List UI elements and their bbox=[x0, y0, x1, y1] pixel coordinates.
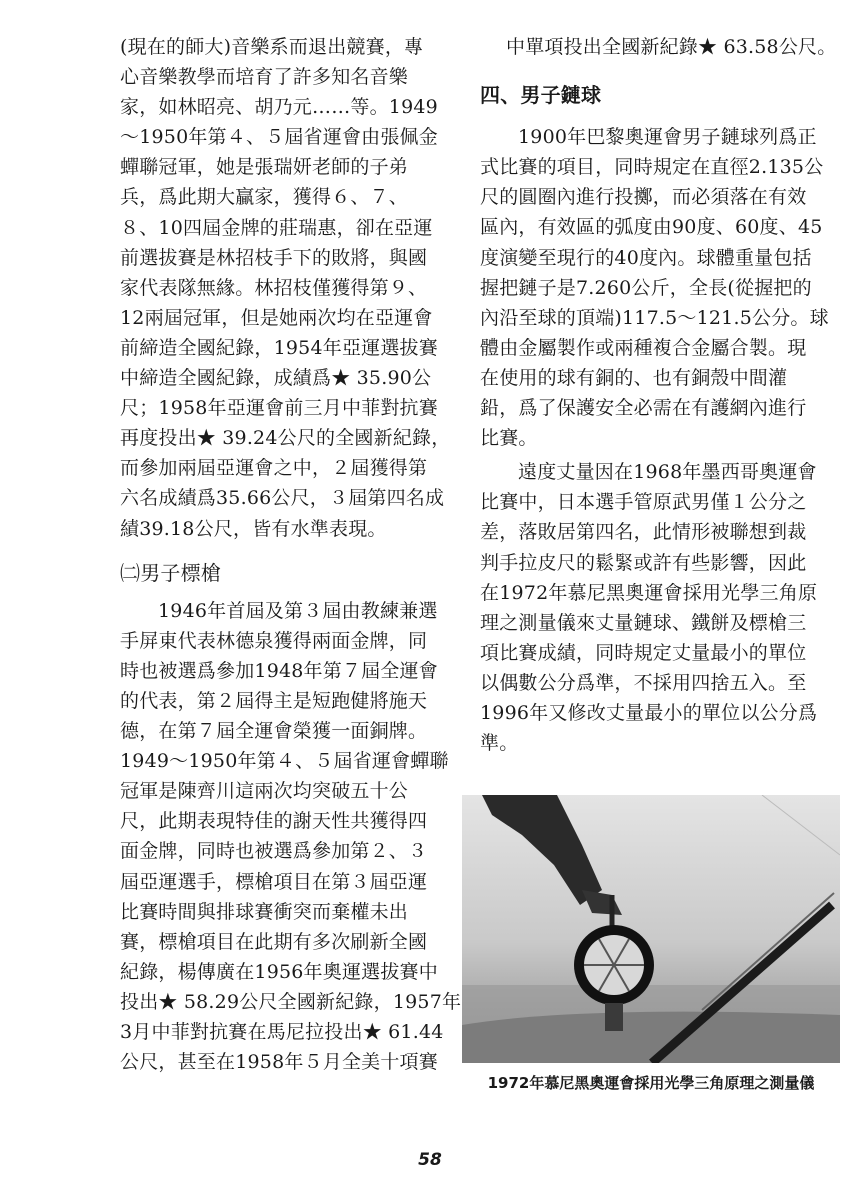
text-line: 而參加兩屆亞運會之中，２屆獲得第 bbox=[120, 457, 428, 480]
photo-illustration bbox=[462, 795, 840, 1063]
text-line: ８、10四屆金牌的莊瑞惠，卻在亞運 bbox=[120, 216, 433, 239]
text-line: 前選拔賽是林招枝手下的敗將，與國 bbox=[120, 246, 428, 269]
text-line: 前締造全國紀錄，1954年亞運選拔賽 bbox=[120, 336, 438, 359]
text-line: 比賽時間與排球賽衝突而棄權未出 bbox=[120, 900, 409, 923]
text-line: 握把鏈子是7.260公斤，全長(從握把的 bbox=[480, 276, 812, 299]
right-paragraph-1 bbox=[480, 122, 829, 453]
spacer bbox=[120, 588, 436, 596]
spacer bbox=[480, 62, 816, 80]
text-line: 內沿至球的頂端)117.5～121.5公分。球 bbox=[480, 306, 829, 329]
text-line: 面金牌，同時也被選爲參加第２、３ bbox=[120, 840, 428, 863]
text-line: 準。 bbox=[480, 732, 519, 755]
text-line: 六名成績爲35.66公尺，３屆第四名成 bbox=[120, 487, 445, 510]
text-line: 績39.18公尺，皆有水準表現。 bbox=[120, 517, 387, 540]
text-line: 在使用的球有銅的、也有銅殼中間灌 bbox=[480, 366, 788, 389]
text-line: 兵，爲此期大贏家，獲得６、７、 bbox=[120, 186, 409, 209]
section-subheading-javelin: ㈡男子標槍 bbox=[120, 560, 221, 585]
text-line: 鉛，爲了保護安全必需在有護網內進行 bbox=[480, 397, 807, 420]
text-line: 1946年首屆及第３屆由教練兼選 bbox=[158, 599, 438, 622]
text-line: 冠軍是陳齊川這兩次均突破五十公 bbox=[120, 780, 409, 803]
text-line: 紀錄，楊傳廣在1956年奧運選拔賽中 bbox=[120, 960, 438, 983]
text-line: 1900年巴黎奧運會男子鏈球列爲正 bbox=[518, 126, 817, 149]
text-line: 區內，有效區的弧度由90度、60度、45 bbox=[480, 216, 823, 239]
spacer bbox=[480, 110, 816, 122]
measuring-instrument-photo bbox=[462, 795, 840, 1063]
text-line: 公尺，甚至在1958年５月全美十項賽 bbox=[120, 1051, 438, 1074]
left-paragraph-2 bbox=[120, 596, 462, 1078]
section-heading-hammer: 四、男子鏈球 bbox=[480, 83, 602, 108]
page-number: 58 bbox=[418, 1150, 442, 1170]
text-line: 再度投出★ 39.24公尺的全國新紀錄， bbox=[120, 427, 451, 450]
text-line: 理之測量儀來丈量鏈球、鐵餅及標槍三 bbox=[480, 611, 807, 634]
text-line: 12兩屆冠軍，但是她兩次均在亞運會 bbox=[120, 306, 433, 329]
text-line: 投出★ 58.29公尺全國新紀錄，1957年 bbox=[120, 990, 462, 1013]
photo-caption: 1972年慕尼黑奧運會採用光學三角原理之測量儀 bbox=[487, 1074, 815, 1092]
text-line: 比賽。 bbox=[480, 427, 538, 450]
text-line: 3月中菲對抗賽在馬尼拉投出★ 61.44 bbox=[120, 1021, 444, 1043]
text-line: ～1950年第４、５屆省運會由張佩金 bbox=[120, 126, 438, 149]
text-line: 尺，此期表現特佳的謝天性共獲得四 bbox=[120, 810, 428, 833]
text-line: 家代表隊無緣。林招枝僅獲得第９、 bbox=[120, 276, 428, 299]
text-line: 蟬聯冠軍，她是張瑞妍老師的子弟 bbox=[120, 156, 409, 179]
text-line: 賽，標槍項目在此期有多次刷新全國 bbox=[120, 930, 428, 953]
text-line: (現在的師大)音樂系而退出競賽，專 bbox=[120, 36, 424, 58]
text-line: 的代表，第２屆得主是短跑健將施天 bbox=[120, 689, 428, 712]
text-line: 體由金屬製作或兩種複合金屬合製。現 bbox=[480, 336, 807, 359]
right-column bbox=[480, 32, 837, 758]
text-line: 德，在第７屆全運會榮獲一面銅牌。 bbox=[120, 720, 428, 743]
text-line: 判手拉皮尺的鬆緊或許有些影響，因此 bbox=[480, 551, 807, 574]
text-line: 尺的圓圈內進行投擲，而必須落在有效 bbox=[480, 186, 807, 209]
text-line: 1996年又修改丈量最小的單位以公分爲 bbox=[480, 701, 818, 724]
text-line: 手屏東代表林德泉獲得兩面金牌，同 bbox=[120, 629, 428, 652]
text-line: 差，落敗居第四名，此情形被聯想到裁 bbox=[480, 521, 807, 544]
text-line: 尺；1958年亞運會前三月中菲對抗賽 bbox=[120, 397, 438, 420]
left-column bbox=[120, 32, 462, 1077]
right-paragraph-2 bbox=[480, 457, 816, 758]
spacer bbox=[120, 544, 436, 558]
left-paragraph-1 bbox=[120, 32, 451, 544]
right-top-line: 中單項投出全國新紀錄★ 63.58公尺。 bbox=[506, 36, 837, 58]
text-line: 時也被選爲參加1948年第７屆全運會 bbox=[120, 659, 438, 682]
text-line: 中締造全國紀錄，成績爲★ 35.90公 bbox=[120, 367, 432, 390]
text-line: 1949～1950年第４、５屆省運會蟬聯 bbox=[120, 750, 449, 773]
text-line: 在1972年慕尼黑奧運會採用光學三角原 bbox=[480, 581, 818, 604]
text-line: 屆亞運選手，標槍項目在第３屆亞運 bbox=[120, 870, 428, 893]
text-line: 家，如林昭亮、胡乃元……等。1949 bbox=[120, 96, 438, 119]
text-line: 項比賽成績，同時規定丈量最小的單位 bbox=[480, 641, 807, 664]
text-line: 式比賽的項目，同時規定在直徑2.135公 bbox=[480, 156, 824, 179]
text-line: 比賽中，日本選手管原武男僅１公分之 bbox=[480, 491, 807, 514]
text-line: 度演變至現行的40度內。球體重量包括 bbox=[480, 246, 812, 269]
text-line: 以偶數公分爲準，不採用四捨五入。至 bbox=[480, 671, 807, 694]
text-line: 心音樂教學而培育了許多知名音樂 bbox=[120, 66, 409, 89]
text-line: 遠度丈量因在1968年墨西哥奧運會 bbox=[518, 461, 817, 484]
